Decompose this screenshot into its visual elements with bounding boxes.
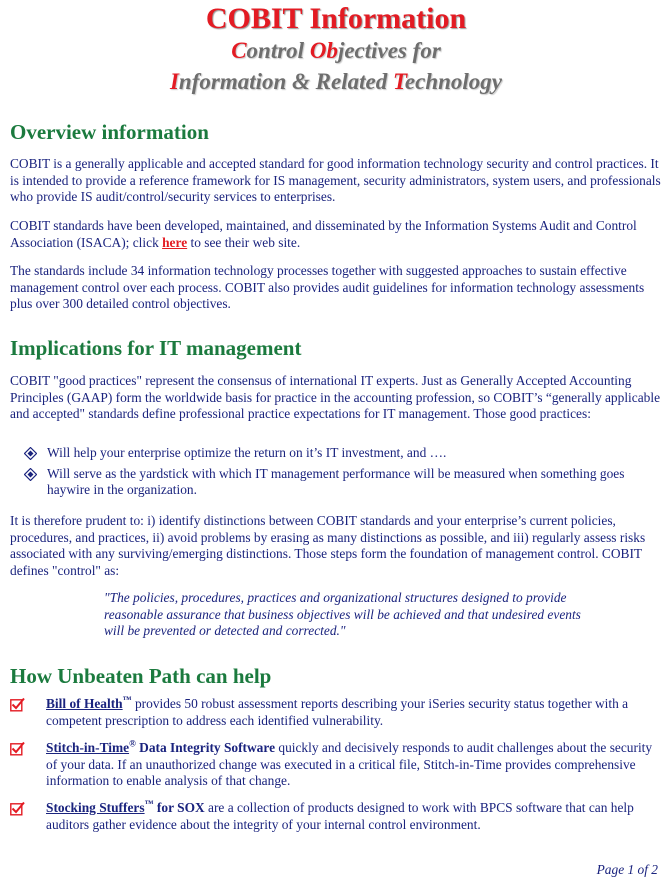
implications-intro-paragraph: COBIT "good practices" represent the consensus of international IT experts. Just as Generally Accepted Accounting Principles (GAAP) form the worldwide basis for practice in the accounting profession, so COBIT’s “generally applicable and accepted" standards define professional practice expectations for IT management. Those good practices:	[10, 373, 661, 422]
product-item-stocking-stuffers: Stocking Stuffers™ for SOX are a collection of products designed to work with BPCS software that can help auditors gather evidence about the integrity of your internal control environment.	[10, 800, 662, 833]
stocking-stuffers-link[interactable]: Stocking Stuffers	[46, 800, 145, 815]
list-item: Will help your enterprise optimize the return on it’s IT investment, and ….	[24, 445, 644, 462]
product-item-bill-of-health: Bill of Health™ provides 50 robust assessment reports describing your iSeries security status together with a competent prescription to address each identified vulnerability.	[10, 696, 662, 729]
implications-prudent-paragraph: It is therefore prudent to: i) identify distinctions between COBIT standards and your enterprise’s current policies, procedures, and practices, ii) avoid problems by erasing as many distinctions as possible, and iii) regularly assess risks associated with any surviving/emerging distinctions. Those steps form the foundation of management control. COBIT defines "control" as:	[10, 513, 646, 579]
control-definition-quote: "The policies, procedures, practices and organizational structures designed to provide reasonable assurance that business objectives will be achieved and that undesired events will be prevented or detected and corrected."	[104, 590, 581, 639]
good-practices-list	[24, 445, 644, 503]
page-subtitle-line-1: Control Objectives for	[231, 38, 441, 63]
checkbox-checked-icon	[10, 801, 25, 816]
stitch-in-time-link[interactable]: Stitch-in-Time	[46, 740, 130, 755]
overview-paragraph-3: The standards include 34 information technology processes together with suggested approaches to sustain effective management control over each process. COBIT also provides audit guidelines for information technology assessments plus over 300 detailed control objectives.	[10, 263, 645, 312]
overview-heading: Overview information	[10, 120, 209, 144]
overview-paragraph-2: COBIT standards have been developed, maintained, and disseminated by the Information Systems Audit and Control Association (ISACA); click here to see their web site.	[10, 218, 637, 250]
checkbox-checked-icon	[10, 741, 25, 756]
page-number: Page 1 of 2	[596, 862, 658, 877]
diamond-bullet-icon	[24, 468, 37, 481]
page-subtitle-line-2: Information & Related Technology	[169, 69, 503, 94]
checkbox-checked-icon	[10, 697, 25, 712]
product-item-stitch-in-time: Stitch-in-Time® Data Integrity Software quickly and decisively responds to audit challenges about the security of your data. If an unauthorized change was executed in a critical file, Stitch-in-Time provides comprehensive information to enable analysis of that change.	[10, 740, 662, 790]
diamond-bullet-icon	[24, 447, 37, 460]
overview-paragraph-1: COBIT is a generally applicable and accepted standard for good information technology security and control practices. It is intended to provide a reference framework for IS management, security administrators, system users, and professionals who provide IS audit/control/security services to enterprises.	[10, 156, 661, 205]
list-item: Will serve as the yardstick with which IT management performance will be measured when something goes haywire in the organization.	[24, 466, 644, 499]
implications-heading: Implications for IT management	[10, 336, 302, 360]
bill-of-health-link[interactable]: Bill of Health	[46, 696, 123, 711]
help-heading: How Unbeaten Path can help	[10, 664, 272, 688]
isaca-website-link[interactable]: here	[162, 234, 188, 250]
page-title: COBIT Information	[205, 2, 467, 35]
